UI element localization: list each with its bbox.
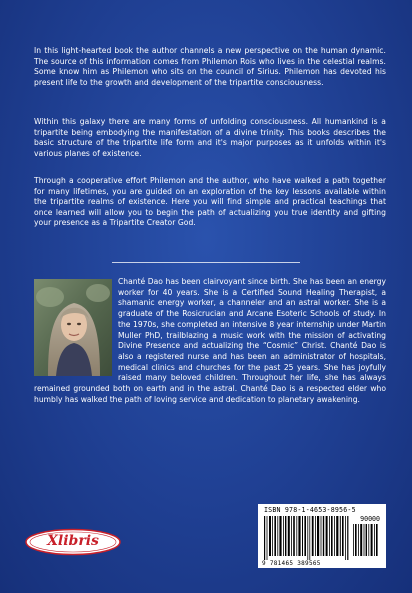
author-bio — [34, 277, 386, 405]
blurb-paragraph-2: Within this galaxy there are many forms of unfolding consciousness. All humankind is a tripartite being embodying the manifestation of a divine trinity. This books describes the basic structure of the tripartite life form and it's major purposes as it unfolds within it's various planes of existence. — [34, 117, 386, 158]
barcode-icon — [258, 504, 386, 568]
publisher-logo-text: Xlibris — [47, 533, 99, 549]
section-divider — [112, 262, 300, 263]
price-code: 90000 — [360, 515, 380, 523]
isbn-barcode — [258, 504, 386, 568]
ean-number: 9 781465 389565 — [262, 560, 321, 567]
blurb-paragraph-3: Through a cooperative effort Philemon and the author, who have walked a path together for many lifetimes, you are guided on an exploration of the key lessons available within the tripartite realms of existence. Here you will find simple and practical teachings that once learned will allow you to begin the path of actualizing you true identity and gifting your presence as a Tripartite Creator God. — [34, 176, 386, 228]
isbn-number: ISBN 978-1-4653-8956-5 — [264, 506, 356, 514]
blurb-paragraph-1: In this light-hearted book the author channels a new perspective on the human dynamic. The source of this information comes from Philemon Rois who lives in the celestial realms. Some know him as Philemon who sits on the council of Sirius. Philemon has devoted his present life to the growth and development of the tripartite consciousness. — [34, 46, 386, 87]
publisher-logo — [24, 528, 122, 556]
photo-spacer — [34, 277, 118, 377]
author-bio-text: Chanté Dao has been clairvoyant since birth. She has been an energy worker for 40 years. She is a Certified Sound Healing Therapist, a shamanic energy worker, a channeler and an astral worker. She is a graduate of the Rosicrucian and Arcane Esoteric Schools of study. In the 1970s, she completed an intensive 8 year internship under Martin Muller PhD, trailblazing a music work with the mission of activating Divine Presence and actualizing the “Cosmic” Christ. Chanté Dao is also a registered nurse and has been an administrator of hospitals, medical clinics and churches for the past 25 years. She has joyfully raised many beloved children. Throughout her life, she has always remained grounded both on earth and in the astral. Chanté Dao is a respected elder who humbly has walked the path of loving service and dedication to planetary awakening. — [34, 277, 386, 404]
